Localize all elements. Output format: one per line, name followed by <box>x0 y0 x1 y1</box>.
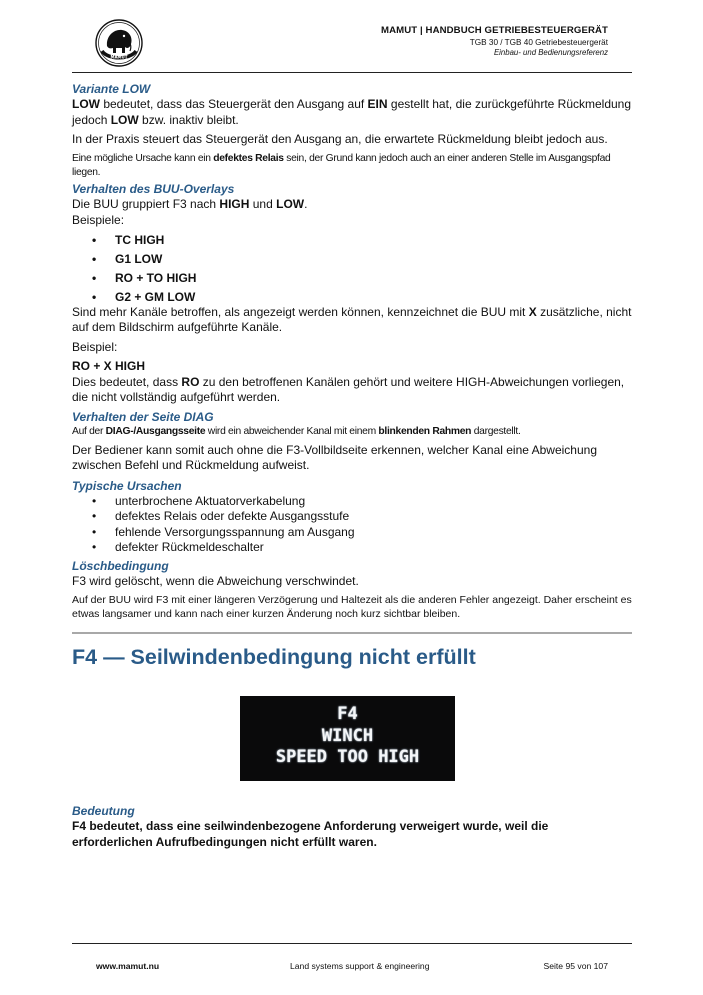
examples-label: Beispiele: <box>72 213 125 227</box>
section-divider <box>72 632 632 634</box>
paragraph-buu-grouping: Die BUU gruppiert F3 nach HIGH und LOW. <box>72 196 308 211</box>
page-footer <box>72 943 632 984</box>
list-item: • fehlende Versorgungsspannung am Ausgang <box>72 525 632 541</box>
example-label: Beispiel: <box>72 339 118 354</box>
paragraph-practice: In der Praxis steuert das Steuergerät den Ausgang an, die erwartete Rückmeldung bleibt jedoch aus. <box>72 132 608 146</box>
display-screenshot <box>240 696 455 781</box>
paragraph-low-meaning: LOW bedeutet, dass das Steuergerät den Ausgang auf EIN gestellt hat, die zurückgeführte Rückmeldung jedoch LOW bzw. inaktiv bleibt. <box>72 97 632 127</box>
bedeutung-section <box>72 804 632 850</box>
heading-ursachen: Typische Ursachen <box>72 478 182 493</box>
page-number: Seite 95 von 107 <box>543 961 608 971</box>
example-value: RO + X HIGH <box>72 359 146 373</box>
svg-text:MAMUT: MAMUT <box>110 54 128 60</box>
display-line-subject: WINCH <box>321 726 374 746</box>
paragraph-x-marker: Sind mehr Kanäle betroffen, als angezeigt werden können, kennzeichnet die BUU mit X zusätzliche, nicht auf dem Bildschirm aufgeführte Kanäle. <box>72 304 632 334</box>
causes-list <box>72 494 632 556</box>
page-content <box>72 82 632 621</box>
paragraph-loesch-buu: Auf der BUU wird F3 mit einer längeren Verzögerung und Haltezeit als die anderen Fehler angezeigt. Daher erscheint es etwas langsamer und kann nach einer kurzen Änderung noch kurz sichtbar bleiben. <box>72 594 632 620</box>
paragraph-bedeutung: F4 bedeutet, dass eine seilwindenbezogene Anforderung verweigert wurde, weil die erforderlichen Aufrufbedingungen nicht erfüllt waren. <box>72 819 549 849</box>
footer-tagline: Land systems support & engineering <box>290 961 430 971</box>
display-line-code: F4 <box>337 704 358 724</box>
mamut-logo <box>94 18 144 68</box>
page-header <box>72 14 632 73</box>
document-title: MAMUT | HANDBUCH GETRIEBESTEUERGERÄT <box>381 25 608 36</box>
list-item: • G2 + GM LOW <box>72 288 632 307</box>
heading-loeschbedingung: Löschbedingung <box>72 558 169 573</box>
document-subtitle: TGB 30 / TGB 40 Getriebesteuergerät <box>469 38 608 47</box>
list-item: • unterbrochene Aktuatorverkabelung <box>72 494 632 510</box>
examples-list <box>72 231 632 307</box>
heading-buu-overlays: Verhalten des BUU-Overlays <box>72 181 235 196</box>
paragraph-diag: Auf der DIAG-/Ausgangsseite wird ein abweichender Kanal mit einem blinkenden Rahmen dargestellt. <box>72 425 521 437</box>
paragraph-diag-operator: Der Bediener kann somit auch ohne die F3-Vollbildseite erkennen, welcher Kanal eine Abweichung zwischen Befehl und Rückmeldung aufweist. <box>72 442 597 472</box>
footer-website-link[interactable]: www.mamut.nu <box>96 961 160 971</box>
heading-variante-low: Variante LOW <box>72 82 151 96</box>
display-line-message: SPEED TOO HIGH <box>275 747 420 767</box>
list-item: • TC HIGH <box>72 231 632 250</box>
document-subtitle-2: Einbau- und Bedienungsreferenz <box>493 48 608 57</box>
list-item: • RO + TO HIGH <box>72 269 632 288</box>
list-item: • defektes Relais oder defekte Ausgangsstufe <box>72 509 632 525</box>
section-title-f4: F4 — Seilwindenbedingung nicht erfüllt <box>72 645 476 669</box>
heading-diag: Verhalten der Seite DIAG <box>72 409 214 424</box>
paragraph-ro-meaning: Dies bedeutet, dass RO zu den betroffenen Kanälen gehört und weitere HIGH-Abweichungen vorliegen, die nicht vollständig aufgeführt werden. <box>72 374 625 404</box>
paragraph-loesch: F3 wird gelöscht, wenn die Abweichung verschwindet. <box>72 573 359 588</box>
paragraph-cause: Eine mögliche Ursache kann ein defektes Relais sein, der Grund kann jedoch auch an einer anderen Stelle im Ausgangspfad liegen. <box>72 152 611 178</box>
list-item: • G1 LOW <box>72 250 632 269</box>
heading-bedeutung: Bedeutung <box>72 804 135 818</box>
list-item: • defekter Rückmeldeschalter <box>72 540 632 556</box>
